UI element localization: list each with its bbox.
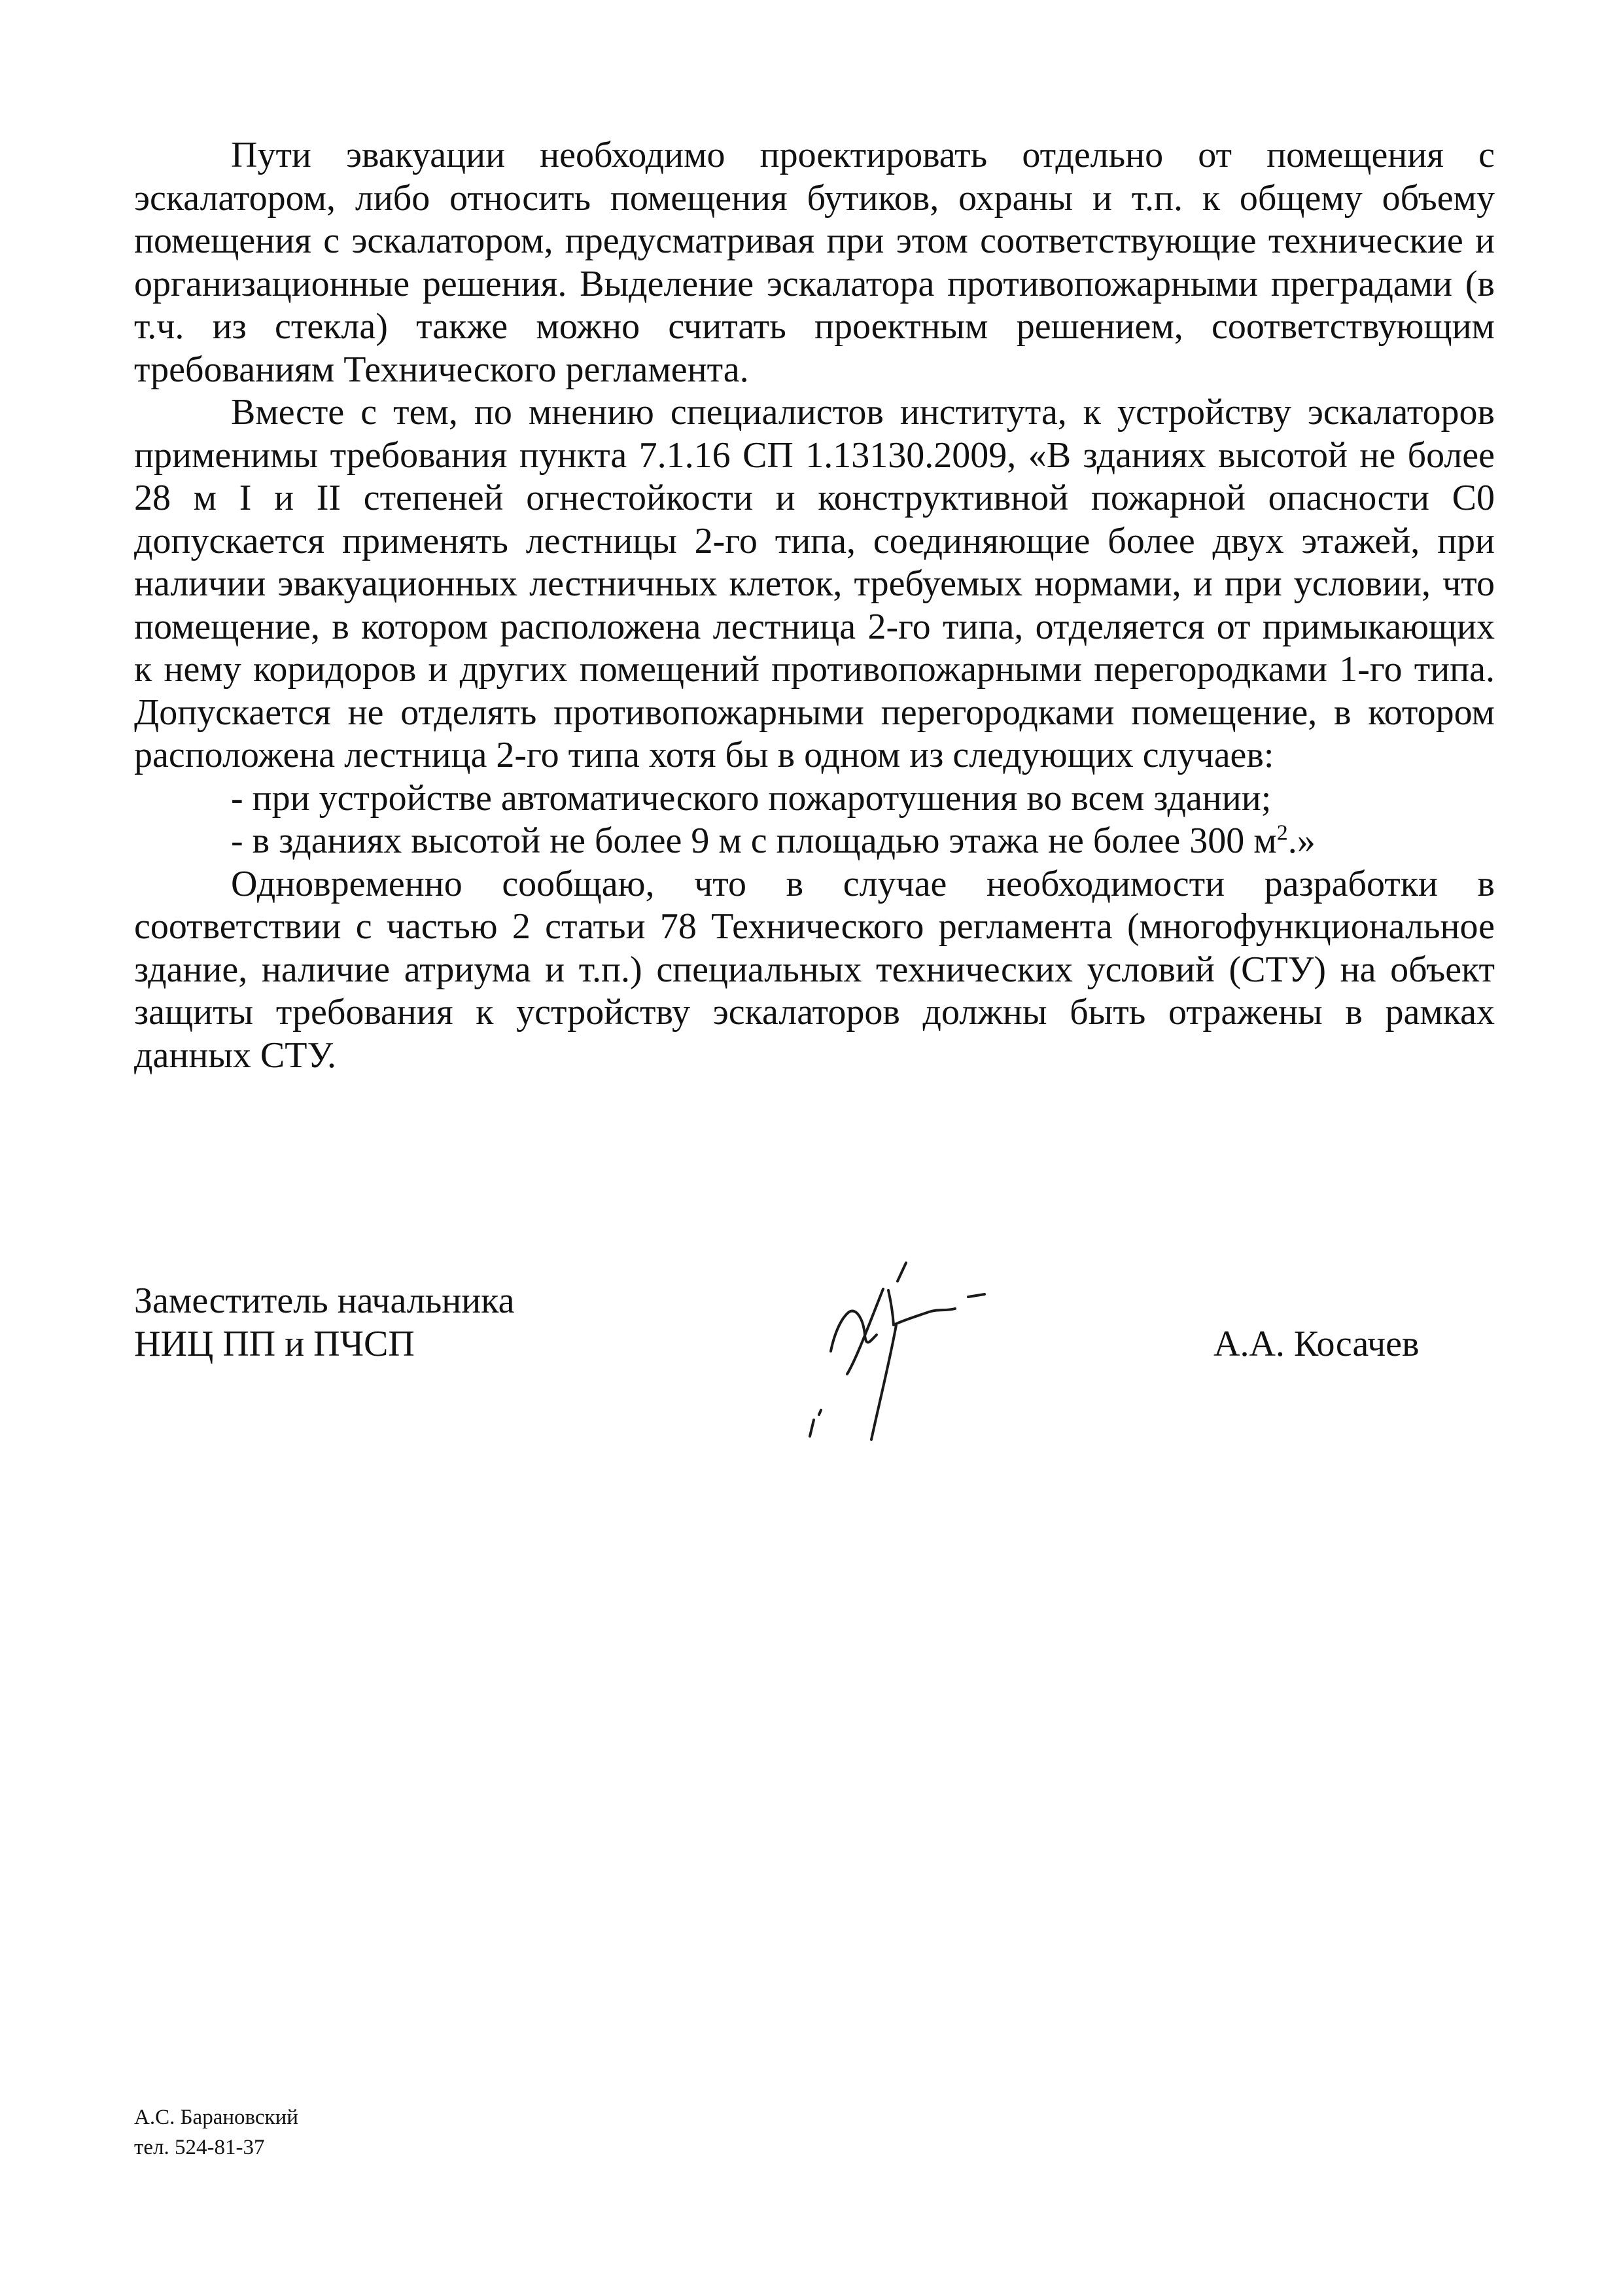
signer-department: НИЦ ПП и ПЧСП xyxy=(134,1324,415,1364)
letter-body xyxy=(134,134,1495,1077)
list-item-sprinklers: - при устройстве автоматического пожаротушения во всем здании; xyxy=(231,777,1272,819)
paragraph-evacuation: Пути эвакуации необходимо проектировать отдельно от помещения с эскалатором, либо относить помещения бутиков, охраны и т.п. к общему объему помещения с эскалатором, предусматривая при этом соответствующие технические и организационные решения. Выделение эскалатора противопожарными преградами (в т.ч. из стекла) также можно считать проектным решением, соответствующим требованиям Технического регламента. xyxy=(134,135,1495,390)
executor-phone: тел. 524-81-37 xyxy=(134,2136,265,2159)
list-item-building-height xyxy=(134,820,1495,863)
footer-executor xyxy=(134,2102,298,2163)
executor-name: А.С. Барановский xyxy=(134,2106,298,2129)
list-item-height-text: - в зданиях высотой не более 9 м с площадью этажа не более 300 м xyxy=(231,821,1277,861)
signer-name: А.А. Косачев xyxy=(1213,1324,1420,1364)
signer-position: Заместитель начальника xyxy=(134,1280,515,1321)
paragraph-closing: Одновременно сообщаю, что в случае необходимости разработки в соответствии с частью 2 статьи 78 Технического регламента (многофункциональное здание, наличие атриума и т.п.) специальных технических условий (СТУ) на объект защиты требования к устройству эскалаторов должны быть отражены в рамках данных СТУ. xyxy=(134,863,1495,1076)
signer-title xyxy=(134,1279,514,1366)
paragraph-requirements: Вместе с тем, по мнению специалистов института, к устройству эскалаторов применимы требования пункта 7.1.16 СП 1.13130.2009, «В зданиях высотой не более 28 м I и II степеней огнестойкости и конструктивной пожарной опасности С0 допускается применять лестницы 2-го типа, соединяющие более двух этажей, при наличии эвакуационных лестничных клеток, требуемых нормами, и при условии, что помещение, в котором расположена лестница 2-го типа, отделяется от примыкающих к нему коридоров и других помещений противопожарными перегородками 1-го типа. Допускается не отделять противопожарными перегородками помещение, в котором расположена лестница 2-го типа хотя бы в одном из следующих случаев: xyxy=(134,392,1495,775)
handwritten-signature-icon xyxy=(772,1243,1034,1479)
list-item-quote-close: .» xyxy=(1287,821,1316,861)
square-superscript: 2 xyxy=(1276,821,1288,845)
